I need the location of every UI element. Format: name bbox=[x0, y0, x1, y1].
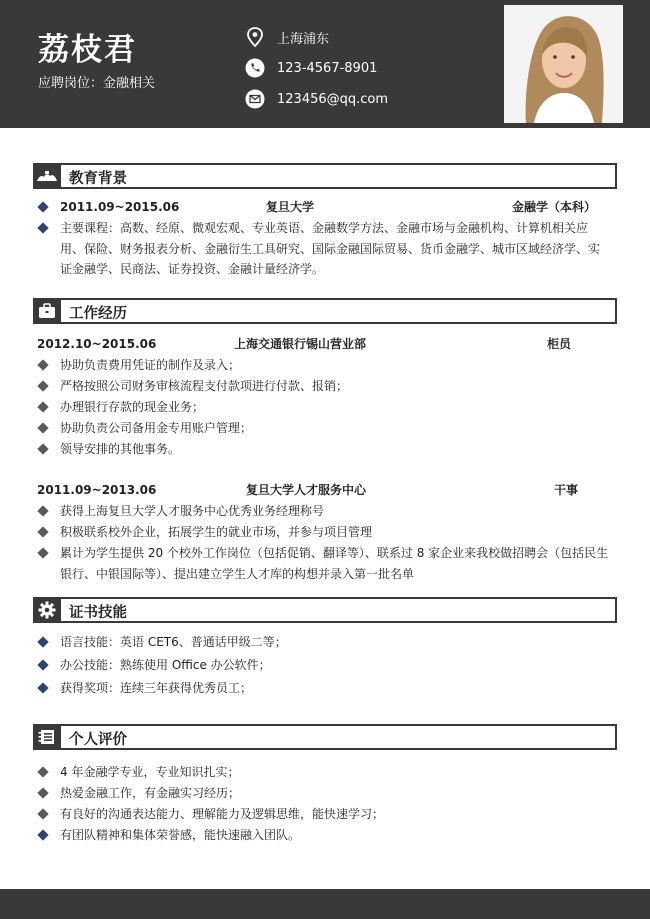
duty-bullet bbox=[37, 401, 48, 412]
education-period: 2011.09~2015.06 bbox=[60, 200, 180, 214]
evaluation-title: 个人评价 bbox=[69, 732, 127, 748]
location-pin-icon bbox=[245, 27, 265, 47]
skill-awards: 获得奖项：连续三年获得优秀员工； bbox=[60, 681, 253, 695]
job-1-duty-4: 协助负责公司备用金专用账户管理； bbox=[60, 421, 253, 435]
job-title: 应聘岗位：金融相关 bbox=[38, 76, 156, 91]
courses-bullet bbox=[37, 222, 48, 233]
education-title: 教育背景 bbox=[69, 171, 127, 187]
evaluation-item-2: 热爱金融工作，有金融实习经历； bbox=[60, 786, 241, 800]
job-1-period: 2012.10~2015.06 bbox=[37, 337, 157, 351]
education-major: 金融学（本科） bbox=[512, 200, 597, 214]
resume-header bbox=[0, 0, 650, 128]
resume-footer-bar bbox=[0, 889, 650, 919]
phone-icon bbox=[245, 58, 265, 78]
education-bullet bbox=[37, 201, 48, 212]
job-2-role: 干事 bbox=[554, 483, 579, 497]
profile-photo bbox=[504, 5, 623, 123]
job-2-duty-2: 积极联系校外企业，拓展学生的就业市场，并参与项目管理 bbox=[60, 525, 373, 539]
candidate-name: 荔枝君 bbox=[38, 32, 137, 68]
evaluation-section-header bbox=[33, 724, 617, 750]
courses-line-2: 用、保险、财务报表分析、金融衍生工具研究、国际金融国际贸易、货币金融学、城市区域经济学、实 bbox=[60, 242, 601, 256]
duty-bullet bbox=[37, 547, 48, 558]
skill-bullet bbox=[37, 659, 48, 670]
job-2-duty-3-continued: 银行、中银国际等）、提出建立学生人才库的构想并录入第一批名单 bbox=[60, 567, 415, 581]
duty-bullet bbox=[37, 422, 48, 433]
job-2-company: 复旦大学人才服务中心 bbox=[246, 483, 367, 497]
skills-title: 证书技能 bbox=[69, 605, 127, 621]
work-section-header bbox=[33, 298, 617, 324]
courses-line-1: 主要课程：高数、经原、微观宏观、专业英语、金融数学方法、金融市场与金融机构、计算机相关应 bbox=[60, 221, 589, 235]
location-text: 上海浦东 bbox=[277, 31, 330, 47]
duty-bullet bbox=[37, 359, 48, 370]
evaluation-item-1: 4 年金融学专业，专业知识扎实； bbox=[60, 765, 240, 779]
job-1-duty-1: 协助负责费用凭证的制作及录入； bbox=[60, 358, 241, 372]
evaluation-bullet bbox=[37, 829, 48, 840]
skill-bullet bbox=[37, 636, 48, 647]
job-1-role: 柜员 bbox=[547, 337, 572, 351]
job-1-duty-2: 严格按照公司财务审核流程支付款项进行付款、报销； bbox=[60, 379, 349, 393]
courses-line-3: 证金融学、民商法、证券投资、金融计量经济学。 bbox=[60, 262, 325, 276]
education-school: 复旦大学 bbox=[266, 200, 315, 214]
evaluation-item-4: 有团队精神和集体荣誉感，能快速融入团队。 bbox=[60, 828, 301, 842]
email-contact bbox=[245, 89, 388, 109]
job-2-duty-3: 累计为学生提供 20 个校外工作岗位（包括促销、翻译等）、联系过 8 家企业来我校做招聘会（包括民生 bbox=[60, 546, 609, 560]
email-text: 123456@qq.com bbox=[277, 91, 389, 107]
education-section-header bbox=[33, 163, 617, 189]
evaluation-bullet bbox=[37, 787, 48, 798]
work-title: 工作经历 bbox=[69, 306, 127, 322]
skill-bullet bbox=[37, 682, 48, 693]
location-contact bbox=[245, 27, 329, 47]
phone-contact bbox=[245, 58, 377, 78]
duty-bullet bbox=[37, 526, 48, 537]
evaluation-bullet bbox=[37, 808, 48, 819]
evaluation-bullet bbox=[37, 766, 48, 777]
notebook-icon bbox=[33, 724, 61, 750]
job-2-period: 2011.09~2013.06 bbox=[37, 483, 157, 497]
duty-bullet bbox=[37, 505, 48, 516]
job-2-duty-1: 获得上海复旦大学人才服务中心优秀业务经理称号 bbox=[60, 504, 325, 518]
graduation-icon bbox=[33, 163, 61, 189]
skill-language: 语言技能：英语 CET6、普通话甲级二等； bbox=[60, 635, 287, 649]
mail-icon bbox=[245, 89, 265, 109]
skill-office: 办公技能：熟练使用 Office 办公软件； bbox=[60, 658, 271, 672]
job-1-company: 上海交通银行锡山营业部 bbox=[234, 337, 367, 351]
skills-section-header bbox=[33, 597, 617, 623]
gear-icon bbox=[33, 597, 61, 623]
phone-text: 123-4567-8901 bbox=[277, 60, 378, 76]
evaluation-item-3: 有良好的沟通表达能力、理解能力及逻辑思维，能快速学习； bbox=[60, 807, 385, 821]
duty-bullet bbox=[37, 443, 48, 454]
duty-bullet bbox=[37, 380, 48, 391]
job-1-duty-5: 领导安排的其他事务。 bbox=[60, 442, 181, 456]
job-1-duty-3: 办理银行存款的现金业务； bbox=[60, 400, 205, 414]
briefcase-icon bbox=[33, 298, 61, 324]
